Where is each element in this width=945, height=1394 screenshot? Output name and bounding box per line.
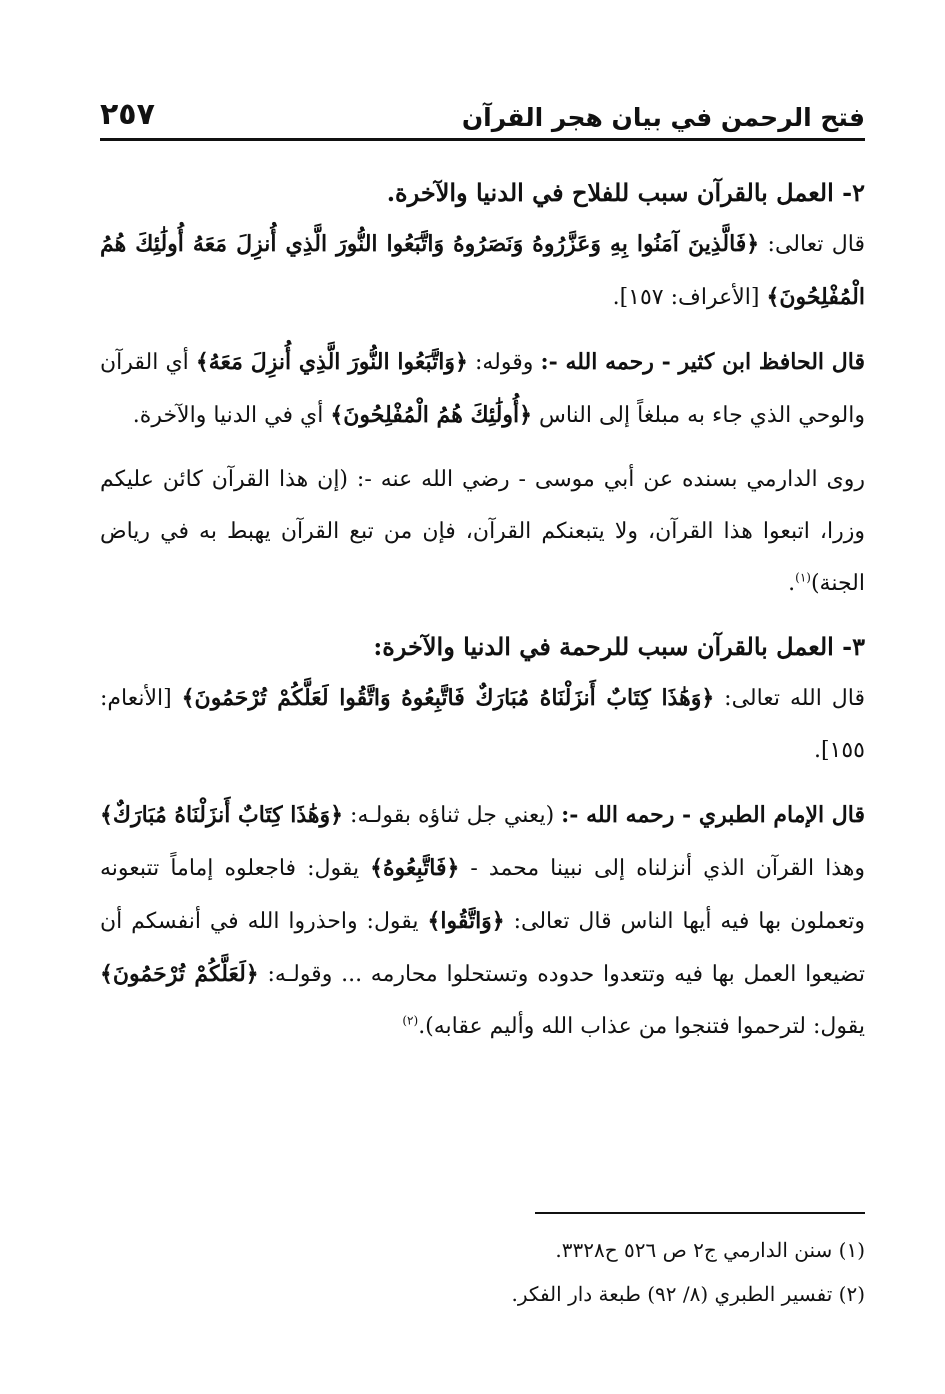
footnote-1: (١) سنن الدارمي ج٢ ص ٥٢٦ ح٣٣٢٨. <box>555 1238 865 1262</box>
quran-verse: ﴿وَاتَّقُوا﴾ <box>427 908 505 934</box>
quran-verse: ﴿وَهَٰذَا كِتَابٌ أَنزَلْنَاهُ مُبَارَكٌ فَاتَّبِعُوهُ وَاتَّقُوا لَعَلَّكُمْ تُرْحَمُونَ﴾ <box>181 685 715 711</box>
quran-verse: ﴿أُولَٰئِكَ هُمُ الْمُفْلِحُونَ﴾ <box>330 402 532 428</box>
spacer <box>100 324 865 336</box>
verse-reference: [الأعراف: ١٥٧]. <box>612 285 767 310</box>
running-title: فتح الرحمن في بيان هجر القرآن <box>461 103 865 132</box>
spacer <box>100 442 865 454</box>
footnotes <box>100 1228 865 1316</box>
text-fragment: أي في الدنيا والآخرة. <box>132 403 331 428</box>
text-fragment: يقول: لترحموا فتنجوا من عذاب الله وأليم عقابه). <box>418 1014 865 1039</box>
verse-intro: قال تعالى: <box>759 232 865 257</box>
section-heading-3: ٣- العمل بالقرآن سبب للرحمة في الدنيا والآخرة: <box>373 632 865 661</box>
paragraph-tabari <box>100 789 865 1053</box>
quran-verse: ﴿وَاتَّبَعُوا النُّورَ الَّذِي أُنزِلَ مَعَهُ﴾ <box>195 349 468 375</box>
spacer <box>100 777 865 789</box>
text-fragment: أي القرآن والوحي الذي جاء به مبلغاً إلى الناس <box>100 350 865 428</box>
quran-verse: ﴿لَعَلَّكُمْ تُرْحَمُونَ﴾ <box>100 961 259 987</box>
footnote-reference[interactable]: (١) <box>795 570 811 585</box>
footnote-reference[interactable]: (٢) <box>402 1013 419 1028</box>
verse-reference: [الأنعام: ١٥٥]. <box>100 686 865 763</box>
page-body <box>100 168 865 1053</box>
scholar-lead: قال الإمام الطبري - رحمه الله -: <box>561 802 866 828</box>
text-fragment: وقوله: <box>467 350 541 375</box>
verse-intro: قال الله تعالى: <box>714 686 865 711</box>
text-fragment: . <box>788 571 796 596</box>
quran-verse: ﴿وَهَٰذَا كِتَابٌ أَنزَلْنَاهُ مُبَارَكٌ﴾ <box>100 802 344 828</box>
paragraph-darimi <box>100 454 865 610</box>
quran-verse: ﴿فَالَّذِينَ آمَنُوا بِهِ وَعَزَّرُوهُ وَنَصَرُوهُ وَاتَّبَعُوا النُّورَ الَّذِي أُنزِلَ مَعَهُ أُولَٰئِكَ هُمُ الْمُفْلِحُونَ﴾ <box>100 231 865 310</box>
footnote-rule <box>535 1212 865 1214</box>
page-number: ٢٥٧ <box>100 97 155 132</box>
text-fragment: يقول: فاجعلوه إماماً تتبعونه وتعملون بها فيه أيها الناس قال تعالى: <box>100 856 865 934</box>
quran-verse: ﴿فَاتَّبِعُوهُ﴾ <box>370 855 460 881</box>
paragraph-verse-araf <box>100 218 865 324</box>
scholar-lead: قال الحافظ ابن كثير - رحمه الله -: <box>540 349 865 375</box>
page-header <box>100 82 865 132</box>
paragraph-ibn-kathir <box>100 336 865 442</box>
section-heading-2: ٢- العمل بالقرآن سبب للفلاح في الدنيا والآخرة. <box>386 178 865 207</box>
spacer <box>100 610 865 622</box>
text-fragment: يقول: واحذروا الله في أنفسكم أن تضيعوا العمل بها فيه وتتعدوا حدوده وتستحلوا محارمه ... وقولـه: <box>100 909 866 987</box>
paragraph-verse-anam <box>100 672 865 777</box>
header-rule <box>100 138 865 141</box>
text-fragment: وهذا القرآن الذي أنزلناه إلى نبينا محمد - <box>459 856 865 881</box>
text-fragment: روى الدارمي بسنده عن أبي موسى - رضي الله عنه -: (إن هذا القرآن كائن عليكم وزرا، اتبعوا هذا القرآن، ولا يتبعنكم القرآن، فإن من تبع القرآن يهبط به في رياض الجنة) <box>100 467 865 596</box>
text-fragment: (يعني جل ثناؤه بقولـه: <box>343 803 562 828</box>
footnote-2: (٢) تفسير الطبري (٨/ ٩٢) طبعة دار الفكر. <box>511 1282 865 1306</box>
